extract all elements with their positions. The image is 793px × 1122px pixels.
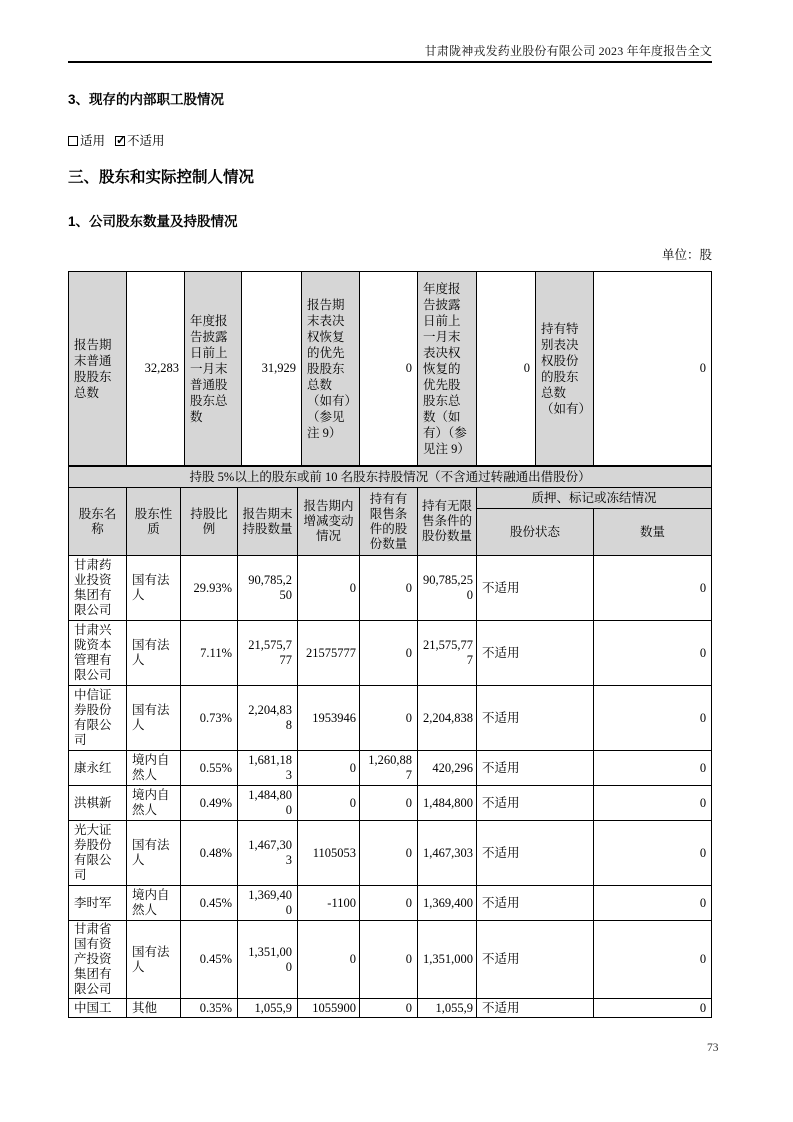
holder-status-cell: 不适用 [477,999,594,1018]
unit-label: 单位：股 [661,248,712,262]
col-header-unrestricted: 持有无限售条件的股份数量 [418,488,477,556]
holder-change-cell: 0 [298,786,360,821]
holder-ratio-cell: 0.73% [181,686,238,751]
summary-label-cell: 报告期末普通股股东总数 [69,272,127,466]
holder-row [69,886,712,921]
col-header-shares-end: 报告期末持股数量 [238,488,298,556]
summary-label-cell: 年度报告披露日前上一月末普通股股东总数 [185,272,242,466]
col-header-restricted: 持有有限售条件的股份数量 [360,488,418,556]
holder-row [69,686,712,751]
holder-qty-cell: 0 [594,821,712,886]
holder-restricted-cell: 0 [360,999,418,1018]
col-header-pledge-qty: 数量 [594,509,712,556]
holder-nature-cell: 国有法人 [127,921,181,999]
holder-nature-cell: 国有法人 [127,621,181,686]
applicability-row [68,131,712,149]
col-header-name: 股东名称 [69,488,127,556]
holder-unrestricted-cell: 1,467,303 [418,821,477,886]
holder-shares-end-cell: 1,681,183 [238,751,298,786]
holder-restricted-cell: 0 [360,686,418,751]
holder-nature-cell: 国有法人 [127,556,181,621]
holder-qty-cell: 0 [594,556,712,621]
holder-row [69,621,712,686]
checkbox-unchecked-icon [68,136,78,146]
holder-qty-cell: 0 [594,886,712,921]
holder-restricted-cell: 1,260,887 [360,751,418,786]
holder-row [69,999,712,1018]
holder-ratio-cell: 7.11% [181,621,238,686]
holder-row [69,786,712,821]
holder-change-cell: 1953946 [298,686,360,751]
holder-name-cell: 康永红 [69,751,127,786]
header-rule [68,61,712,63]
holder-nature-cell: 国有法人 [127,686,181,751]
summary-label-cell: 年度报告披露日前上一月末表决权恢复的优先股股东总数（如有）（参见注 9） [418,272,477,466]
not-applicable-option [115,134,165,148]
holder-unrestricted-cell: 90,785,250 [418,556,477,621]
heading-shareholders-section: 三、股东和实际控制人情况 [68,169,255,186]
holder-nature-cell: 境内自然人 [127,886,181,921]
holder-status-cell: 不适用 [477,786,594,821]
page-number: 73 [707,1042,719,1054]
holder-shares-end-cell: 1,467,303 [238,821,298,886]
holder-shares-end-cell: 1,055,9 [238,999,298,1018]
holder-row [69,921,712,999]
holder-change-cell: 0 [298,751,360,786]
holder-status-cell: 不适用 [477,621,594,686]
holder-unrestricted-cell: 2,204,838 [418,686,477,751]
checkbox-checked-icon [115,136,125,146]
holder-restricted-cell: 0 [360,786,418,821]
holder-restricted-cell: 0 [360,921,418,999]
summary-value-cell: 32,283 [127,272,185,466]
holder-restricted-cell: 0 [360,621,418,686]
holder-qty-cell: 0 [594,621,712,686]
band-row [69,467,712,488]
holder-ratio-cell: 0.49% [181,786,238,821]
tables-area [68,271,712,1018]
holder-unrestricted-cell: 1,055,9 [418,999,477,1018]
holder-qty-cell: 0 [594,921,712,999]
holders-header-row [69,488,712,509]
holder-name-cell: 洪棋新 [69,786,127,821]
holder-nature-cell: 其他 [127,999,181,1018]
holder-change-cell: -1100 [298,886,360,921]
holder-change-cell: 0 [298,556,360,621]
not-applicable-label: 不适用 [127,134,165,148]
holder-qty-cell: 0 [594,686,712,751]
applicable-option [68,134,105,148]
holder-name-cell: 甘肃省国有资产投资集团有限公司 [69,921,127,999]
summary-label-cell: 报告期末表决权恢复的优先股股东总数（如有）（参见注 9） [302,272,360,466]
holder-unrestricted-cell: 1,351,000 [418,921,477,999]
holder-ratio-cell: 0.45% [181,921,238,999]
summary-value-cell: 31,929 [242,272,302,466]
holder-status-cell: 不适用 [477,751,594,786]
holder-status-cell: 不适用 [477,556,594,621]
holder-name-cell: 李时军 [69,886,127,921]
summary-value-cell: 0 [360,272,418,466]
top-holders-table [68,466,712,1018]
summary-value-cell: 0 [594,272,712,466]
holder-unrestricted-cell: 1,369,400 [418,886,477,921]
applicable-label: 适用 [80,134,106,148]
holder-change-cell: 0 [298,921,360,999]
holder-nature-cell: 境内自然人 [127,751,181,786]
holder-unrestricted-cell: 420,296 [418,751,477,786]
holder-shares-end-cell: 21,575,777 [238,621,298,686]
holder-status-cell: 不适用 [477,886,594,921]
holder-unrestricted-cell: 1,484,800 [418,786,477,821]
holder-shares-end-cell: 90,785,250 [238,556,298,621]
col-header-nature: 股东性质 [127,488,181,556]
holder-change-cell: 1055900 [298,999,360,1018]
holder-change-cell: 21575777 [298,621,360,686]
shareholder-summary-table [68,271,712,466]
holders-band-title: 持股 5%以上的股东或前 10 名股东持股情况（不含通过转融通出借股份） [69,467,712,488]
holder-restricted-cell: 0 [360,821,418,886]
holder-name-cell: 光大证券股份有限公司 [69,821,127,886]
holder-restricted-cell: 0 [360,556,418,621]
holder-unrestricted-cell: 21,575,777 [418,621,477,686]
holder-ratio-cell: 0.45% [181,886,238,921]
page-header-title: 甘肃陇神戎发药业股份有限公司 2023 年年度报告全文 [424,44,712,58]
holder-name-cell: 中信证券股份有限公司 [69,686,127,751]
summary-value-cell: 0 [477,272,536,466]
heading-employee-stock: 3、现存的内部职工股情况 [68,92,225,107]
holder-row [69,821,712,886]
holder-row [69,556,712,621]
holder-status-cell: 不适用 [477,686,594,751]
holder-shares-end-cell: 2,204,838 [238,686,298,751]
holder-ratio-cell: 0.35% [181,999,238,1018]
holder-status-cell: 不适用 [477,921,594,999]
col-header-pledge-group: 质押、标记或冻结情况 [477,488,712,509]
holder-name-cell: 中国工 [69,999,127,1018]
holder-ratio-cell: 0.48% [181,821,238,886]
holder-nature-cell: 境内自然人 [127,786,181,821]
holder-restricted-cell: 0 [360,886,418,921]
holder-shares-end-cell: 1,484,800 [238,786,298,821]
col-header-pledge-status: 股份状态 [477,509,594,556]
holder-qty-cell: 0 [594,751,712,786]
holder-shares-end-cell: 1,351,000 [238,921,298,999]
col-header-change: 报告期内增减变动情况 [298,488,360,556]
holder-name-cell: 甘肃兴陇资本管理有限公司 [69,621,127,686]
summary-label-cell: 持有特别表决权股份的股东总数（如有） [536,272,594,466]
holder-qty-cell: 0 [594,999,712,1018]
holder-change-cell: 1105053 [298,821,360,886]
holder-name-cell: 甘肃药业投资集团有限公司 [69,556,127,621]
holder-shares-end-cell: 1,369,400 [238,886,298,921]
holder-status-cell: 不适用 [477,821,594,886]
col-header-ratio: 持股比例 [181,488,238,556]
holder-ratio-cell: 0.55% [181,751,238,786]
holder-row [69,751,712,786]
summary-row [69,272,712,466]
holder-qty-cell: 0 [594,786,712,821]
heading-shareholder-count: 1、公司股东数量及持股情况 [68,214,238,229]
holder-nature-cell: 国有法人 [127,821,181,886]
holder-ratio-cell: 29.93% [181,556,238,621]
